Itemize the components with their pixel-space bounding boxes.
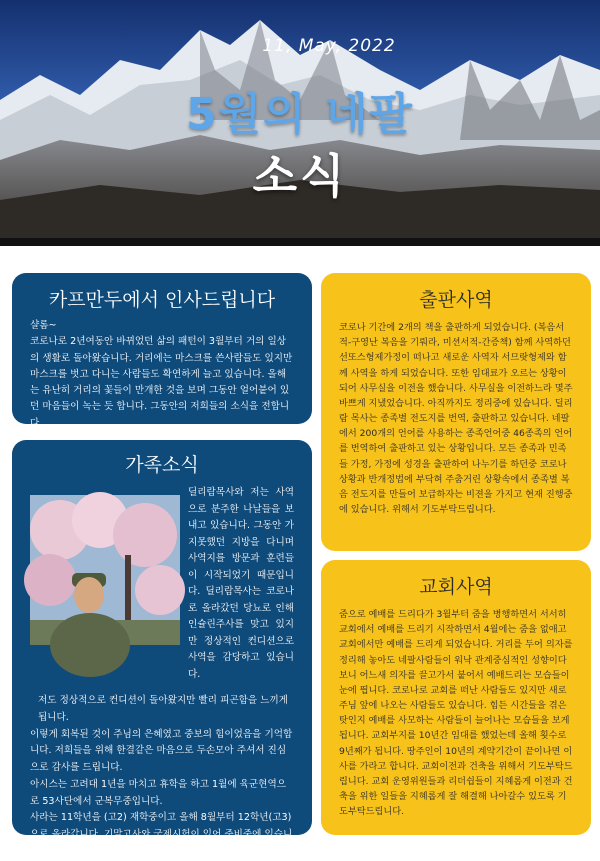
greeting-salutation: 샬롬~ bbox=[30, 320, 57, 331]
publishing-title: 출판사역 bbox=[419, 289, 493, 311]
greeting-card bbox=[12, 273, 312, 429]
family-photo bbox=[30, 495, 180, 645]
family-title: 가족소식 bbox=[125, 454, 199, 476]
banner-divider bbox=[0, 238, 600, 246]
family-paragraph: 사라는 11학년을 (고2) 재학중이고 올해 8월부터 12학년(고3)으로 올라갑니다. 기말고사와 국제시험이 있어 준비중에 있습니다. bbox=[30, 812, 293, 858]
publishing-body: 코로나 기간에 2개의 책을 출판하게 되었습니다. (복음서적-구영난 복음을 기뤄라, 미션서적-간증책) 함께 사역하던 선또스형제가정이 떠나고 새로운 사역자 서므랏형제와 함께 사역을 하게 되었습니다. 또한 임대료가 오르는 상황이 되어 사무실을 이전을 했습니다. 사무실을 이전하느라 몇주 바쁘게 지냈었습니다. 아직까지도 정리중에 있습니다. 딜리람 목사는 종족별 전도지를 번역, 출판하고 있습니다. 네팔에서 200개의 언어를 사용하는 종족언어중 46종족의 언어를 번역하여 출판하고 있는 상황입니다. 모든 종족과 민족들 가정, 가정에 성경을 출판하여 나누기를 하던중 코로나상황과 반개정법에 부닥혀 주춤거린 상황속에서 종족별 복음 전도지를 만들어 보급하자는 비젼을 가지고 현재 진행중에 있습니다. 위해서 기도부탁드립니다. bbox=[339, 322, 573, 516]
family-news-card bbox=[12, 440, 312, 858]
greeting-body: 코로나로 2년여동안 바뀌었던 삶의 패턴이 3월부터 거의 일상의 생활로 돌아왔습니다. 거리에는 마스크를 쓴사람들도 있지만 마스크를 벗고 다니는 사람들도 확연하게 늘고 있습니다. 올해는 유난히 거리의 꽃들이 만개한 것을 보며 그동안 얼어붙어 있던 마음들이 녹는 듯 합니다. 그동안의 저희들의 소식을 전합니다. bbox=[30, 336, 293, 429]
church-body: 줌으로 예배를 드리다가 3월부터 줌을 병행하면서 서서히 교회에서 예배를 드리기 시작하면서 4월에는 줌을 없애고 교회에서만 예배를 드리게 되었습니다. 거리를 두어 의자를 정리해 놓아도 네팔사람들이 워낙 관계중심적인 성향이다보니 어느새 의자를 끌고가서 붙어서 예배드리는 모습들이 눈에 띕니다. 코로나로 교회를 떠난 사람들도 있지만 새로 주님 앞에 나오는 사람들도 있습니다. 힘든 시간들을 겪은 탓인지 예배를 사모하는 사람들이 늘어나는 모습들을 보게됩니다. 교회부지를 10년간 임대를 했었는데 올해 횟수로 9년째가 됩니다. 땅주인이 10년의 계약기간이 끝이나면 이사를 가라고 합니다. 교회이전과 건축을 위해서 기도부탁드립니다. 교회 운영위원들과 리더쉽들이 지혜롭게 이전과 건축을 위한 일들을 지혜롭게 잘 해결해 나아갈수 있도록 기도부탁드립니다. bbox=[339, 609, 573, 818]
church-card bbox=[321, 560, 591, 835]
family-side-text: 딜리람목사와 저는 사역으로 분주한 나날들을 보내고 있습니다. 그동안 가지못했던 지방을 다니며 사역지를 방문과 훈련들이 시작되었기 때문입니다. 딜리람목사는 코로나로 올라갔던 당뇨로 인해 인슐린주사를 맞고 있지만 정상적인 컨디션으로 사역을 감당하고 있습니다. bbox=[188, 487, 294, 680]
church-title: 교회사역 bbox=[419, 576, 493, 598]
header-banner bbox=[0, 0, 600, 238]
family-paragraph: 이렇게 회복된 것이 주님의 은혜였고 중보의 힘이었음을 기억합니다. 저희들을 위해 한결같은 마음으로 두손모아 주셔서 진심으로 감사를 드립니다. bbox=[30, 728, 293, 774]
newsletter-title-line1: 5월의 네팔 bbox=[186, 89, 414, 140]
newsletter-date: 11, May, 2022 bbox=[262, 36, 396, 56]
family-paragraph: 저도 정상적으로 컨디션이 돌아왔지만 빨리 피곤함을 느끼게 됩니다. bbox=[38, 695, 288, 723]
newsletter-title-line2: 소식 bbox=[252, 149, 348, 203]
greeting-title: 카프만두에서 인사드립니다 bbox=[48, 289, 276, 311]
publishing-card bbox=[321, 273, 591, 551]
family-paragraph: 아시스는 고려대 1년을 마치고 휴학을 하고 1월에 육군현역으로 53사단에서 군복무중입니다. bbox=[30, 778, 286, 807]
